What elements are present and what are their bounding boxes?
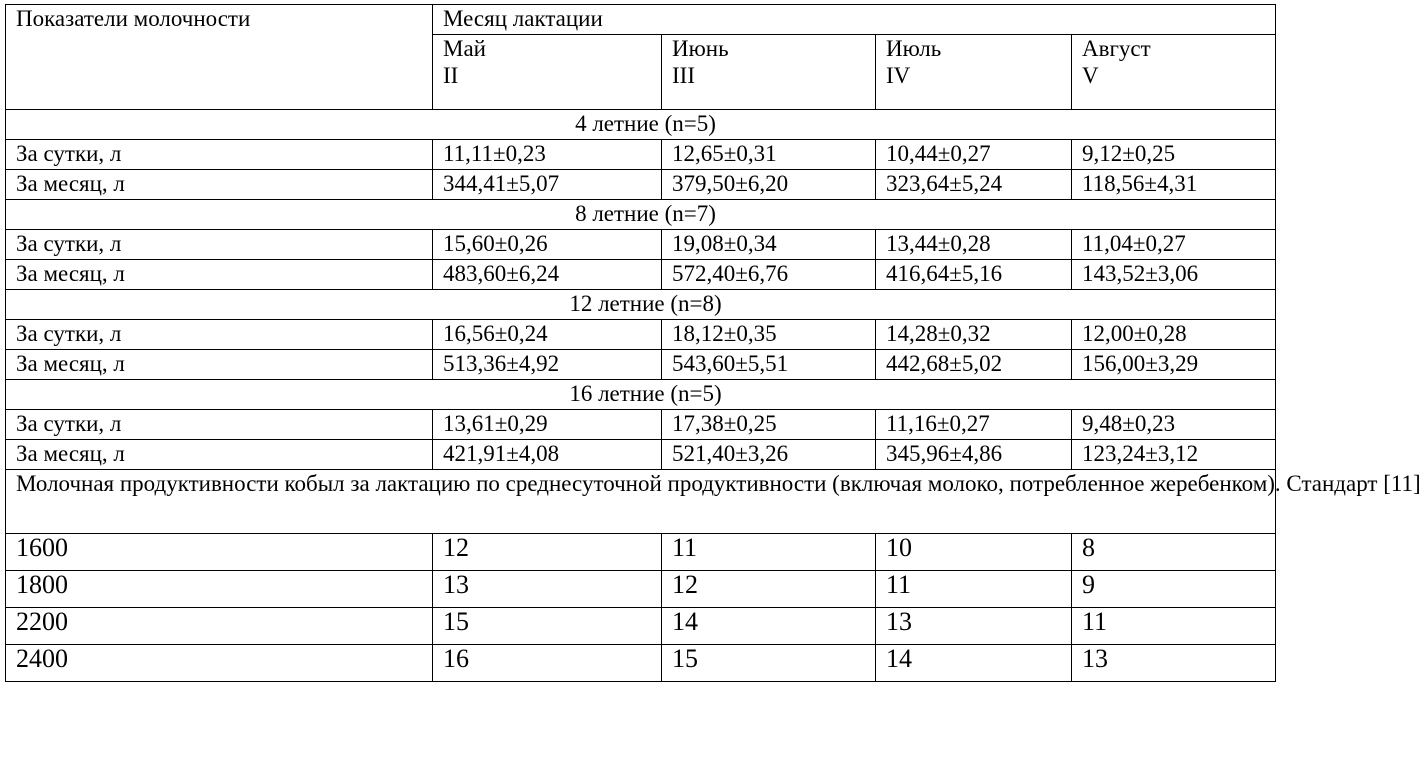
standard-label: 1800 <box>6 571 433 608</box>
cell-value: 11,16±0,27 <box>876 410 1072 440</box>
cell-value: 17,38±0,25 <box>662 410 876 440</box>
cell-value: 13 <box>1072 645 1276 682</box>
group-title: 8 летние (n=7) <box>6 200 1276 230</box>
cell-value: 16 <box>433 645 662 682</box>
milk-yield-table <box>5 4 1421 682</box>
group-title: 16 летние (n=5) <box>6 380 1276 410</box>
standard-row <box>6 608 1276 645</box>
table-row <box>6 260 1276 290</box>
row-label: За месяц, л <box>6 440 433 470</box>
cell-value: 14,28±0,32 <box>876 320 1072 350</box>
cell-value: 9,12±0,25 <box>1072 140 1276 170</box>
cell-value: 11,11±0,23 <box>433 140 662 170</box>
cell-value: 15,60±0,26 <box>433 230 662 260</box>
standard-note: Молочная продуктивности кобыл за лактацию по среднесуточной продуктивности (включая молоко, потребленное жеребенком). Стандарт [11] <box>6 470 1276 534</box>
indicator-header: Показатели молочности <box>6 5 433 110</box>
cell-value: 123,24±3,12 <box>1072 440 1276 470</box>
cell-value: 156,00±3,29 <box>1072 350 1276 380</box>
cell-value: 13,44±0,28 <box>876 230 1072 260</box>
month-may <box>433 35 662 110</box>
standard-row <box>6 571 1276 608</box>
table-row <box>6 320 1276 350</box>
cell-value: 345,96±4,86 <box>876 440 1072 470</box>
group-row <box>6 200 1276 230</box>
standard-label: 2200 <box>6 608 433 645</box>
cell-value: 11,04±0,27 <box>1072 230 1276 260</box>
row-label: За месяц, л <box>6 260 433 290</box>
month-august <box>1072 35 1276 110</box>
standard-label: 1600 <box>6 534 433 571</box>
cell-value: 12 <box>662 571 876 608</box>
cell-value: 323,64±5,24 <box>876 170 1072 200</box>
month-roman: IV <box>886 63 911 88</box>
table-row <box>6 230 1276 260</box>
cell-value: 12,65±0,31 <box>662 140 876 170</box>
cell-value: 483,60±6,24 <box>433 260 662 290</box>
cell-value: 9,48±0,23 <box>1072 410 1276 440</box>
month-name: Июль <box>886 36 942 61</box>
cell-value: 379,50±6,20 <box>662 170 876 200</box>
cell-value: 13 <box>876 608 1072 645</box>
standard-row <box>6 534 1276 571</box>
row-label: За месяц, л <box>6 350 433 380</box>
month-roman: III <box>672 63 695 88</box>
cell-value: 118,56±4,31 <box>1072 170 1276 200</box>
cell-value: 15 <box>433 608 662 645</box>
row-label: За месяц, л <box>6 170 433 200</box>
group-title: 12 летние (n=8) <box>6 290 1276 320</box>
standard-row <box>6 645 1276 682</box>
table-row <box>6 350 1276 380</box>
cell-value: 18,12±0,35 <box>662 320 876 350</box>
cell-value: 8 <box>1072 534 1276 571</box>
cell-value: 344,41±5,07 <box>433 170 662 200</box>
cell-value: 416,64±5,16 <box>876 260 1072 290</box>
cell-value: 11 <box>1072 608 1276 645</box>
month-roman: V <box>1082 63 1099 88</box>
table-row <box>6 170 1276 200</box>
month-header: Месяц лактации <box>433 5 1276 35</box>
cell-value: 10 <box>876 534 1072 571</box>
row-label: За сутки, л <box>6 410 433 440</box>
cell-value: 11 <box>662 534 876 571</box>
month-roman: II <box>443 63 459 88</box>
month-name: Май <box>443 36 486 61</box>
table-row <box>6 140 1276 170</box>
group-row <box>6 290 1276 320</box>
cell-value: 9 <box>1072 571 1276 608</box>
cell-value: 421,91±4,08 <box>433 440 662 470</box>
cell-value: 572,40±6,76 <box>662 260 876 290</box>
cell-value: 521,40±3,26 <box>662 440 876 470</box>
cell-value: 10,44±0,27 <box>876 140 1072 170</box>
month-name: Июнь <box>672 36 729 61</box>
cell-value: 14 <box>876 645 1072 682</box>
cell-value: 12,00±0,28 <box>1072 320 1276 350</box>
row-label: За сутки, л <box>6 230 433 260</box>
row-label: За сутки, л <box>6 320 433 350</box>
cell-value: 15 <box>662 645 876 682</box>
group-row <box>6 380 1276 410</box>
cell-value: 14 <box>662 608 876 645</box>
month-june <box>662 35 876 110</box>
cell-value: 13,61±0,29 <box>433 410 662 440</box>
group-title: 4 летние (n=5) <box>6 110 1276 140</box>
cell-value: 16,56±0,24 <box>433 320 662 350</box>
standard-label: 2400 <box>6 645 433 682</box>
table-row <box>6 440 1276 470</box>
month-july <box>876 35 1072 110</box>
cell-value: 143,52±3,06 <box>1072 260 1276 290</box>
row-label: За сутки, л <box>6 140 433 170</box>
standard-note-row <box>6 470 1276 534</box>
cell-value: 11 <box>876 571 1072 608</box>
month-name: Август <box>1082 36 1151 61</box>
cell-value: 12 <box>433 534 662 571</box>
cell-value: 13 <box>433 571 662 608</box>
group-row <box>6 110 1276 140</box>
cell-value: 543,60±5,51 <box>662 350 876 380</box>
header-row-1 <box>6 5 1276 35</box>
table-row <box>6 410 1276 440</box>
cell-value: 513,36±4,92 <box>433 350 662 380</box>
cell-value: 442,68±5,02 <box>876 350 1072 380</box>
cell-value: 19,08±0,34 <box>662 230 876 260</box>
